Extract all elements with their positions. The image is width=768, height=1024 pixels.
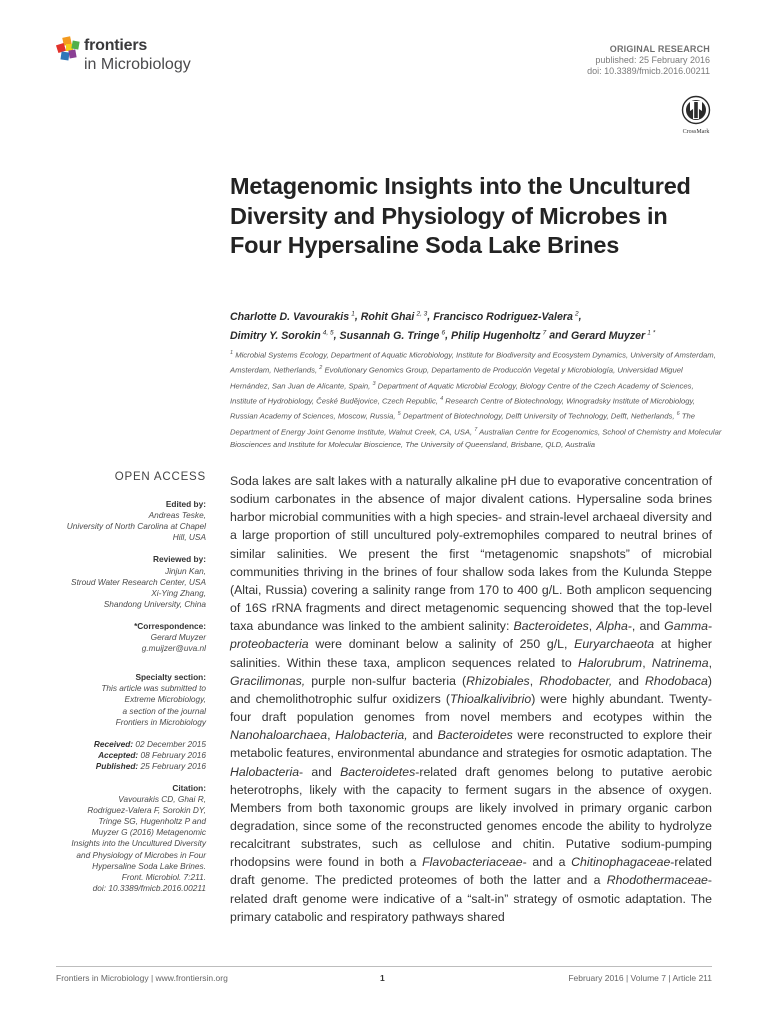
crossmark-badge[interactable] [676,95,716,135]
abstract-run: -related draft genome. The predicted proteomes of both the latter and a [230,855,712,888]
footer-journal[interactable]: Frontiers in Microbiology | www.frontiersin.org [56,973,228,983]
open-access-label: OPEN ACCESS [114,471,206,483]
edited-by-line: Andreas Teske, [148,510,206,521]
author-name: Gerard Muyzer [570,329,646,342]
citation-line: Tringe SG, Hugenholtz P and [98,816,206,827]
published-label: Published: [95,760,139,771]
specialty-label: Specialty section: [135,672,206,683]
author-affiliation-marker: 2 [575,310,579,317]
affiliation-list [230,347,722,452]
abstract-run: -related draft genomes belong to putative aerobic heterotrophs, likely with the capacity to ferment sugars in the absence of oxygen. Members from both taxonomic groups are likely involved in primary organic carbon degradation, since some of the reconstructed genomes encode the ability to hydrolyze recalcitrant substrates, such as cellulose and chitin. Putative sodium-pumping rhodopsins were found in both a [230,764,712,870]
abstract-run: , [588,619,597,634]
affiliation-text: Australian Centre for Ecogenomics, School of Chemistry and Molecular Biosciences and Institute for Molecular Bioscience, The University of Queensland, Brisbane, QLD, Australia [230,427,722,450]
dates-section [56,739,206,772]
abstract-taxon: Rhizobiales [466,673,530,688]
affiliation-number: 7 [474,426,478,433]
abstract-taxon: Gamma-proteobacteria [230,619,712,652]
abstract-run: - and a [522,855,572,870]
abstract-run: , [327,728,336,743]
author-separator: , [578,310,582,323]
journal-name-line1: frontiers [84,37,148,54]
article-doi[interactable]: doi: 10.3389/fmicb.2016.00211 [587,66,710,76]
affiliation-number: 6 [676,411,680,418]
citation-line: Rodriguez-Valera F, Sorokin DY, [87,805,206,816]
footer-volume: February 2016 | Volume 7 | Article 211 [568,973,712,983]
correspondence-section [56,621,206,654]
affiliation-number: 4 [440,396,444,403]
citation-label: Citation: [172,782,206,793]
citation-line: Muyzer G (2016) Metagenomic [91,827,206,838]
abstract-taxon: Nanohaloarchaea [230,728,328,743]
author-affiliation-marker: 1 * [647,329,656,337]
abstract-taxon: Halobacteria [230,764,300,779]
citation-line: Insights into the Uncultured Diversity [71,838,206,849]
reviewed-by-line: Stroud Water Research Center, USA [71,576,206,587]
abstract-taxon: Bacteroidetes [513,619,589,634]
frontiers-logo-icon [56,35,82,61]
abstract-taxon: Natrinema [651,655,709,670]
abstract-run: ) and chemolithotrophic sulfur oxidizers ( [230,673,712,706]
author-name: Charlotte D. Vavourakis [230,310,350,323]
published-value: 25 February 2016 [140,760,206,771]
published-date-sidebar [56,761,206,772]
article-title: Metagenomic Insights into the Uncultured Diversity and Physiology of Microbes in Four Hypersaline Soda Lake Brines [230,173,691,258]
affiliation-text: Microbial Systems Ecology, Department of Aquatic Microbiology, Institute for Biodiversity and Ecosystem Dynamics, University of Amsterdam, Amsterdam, Netherlands, [230,350,716,375]
specialty-section [56,672,206,727]
reviewed-by-section [56,554,206,609]
reviewed-by-line: Jinjun Kan, [164,565,206,576]
citation-line: Vavourakis CD, Ghai R, [118,794,206,805]
abstract-taxon: Chitinophagaceae [571,855,671,870]
article-meta [587,44,710,77]
affiliation-number: 5 [397,411,401,418]
affiliation-text: Evolutionary Genomics Group, Departamento de Producción Vegetal y Microbiología, Universidad Miguel Hernández, San Juan de Alicante, Spain, [230,365,683,391]
specialty-line: Extreme Microbiology, [124,694,206,705]
citation-doi[interactable]: doi: 10.3389/fmicb.2016.00211 [92,882,206,893]
reviewed-by-line: Shandong University, China [103,598,206,609]
edited-by-section [56,499,206,543]
abstract-taxon: Rhodobacter, [539,673,613,688]
author[interactable] [340,330,446,342]
citation-line: and Physiology of Microbes in Four [76,849,206,860]
accepted-value: 08 February 2016 [140,749,206,760]
article-type: ORIGINAL RESEARCH [609,44,710,54]
author[interactable] [361,311,428,323]
abstract-taxon: Halorubrum [577,655,643,670]
abstract-taxon: Flavobacteriaceae [422,855,523,870]
author-name: Francisco Rodriguez-Valera [433,310,573,323]
author[interactable] [571,330,655,342]
abstract-run: Soda lakes are salt lakes with a naturally alkaline pH due to evaporative concentration of sodium carbonates in the absence of major divalent cations. Hypersaline soda brines harbor microbial communities with a high species- and strain-level archaeal diversity and a large proportion of still uncultured poly-extremophiles compared to neutral brines of similar salinities. We present the first “metagenomic snapshots” of microbial communities thriving in the brines of four shallow soda lakes from the Kulunda Steppe (Altai, Russia) covering a salinity range from 170 to 400 g/L. Both amplicon sequencing of 16S rRNA fragments and direct metagenomic sequencing showed that the top-level taxa abundance was linked to the ambient salinity: [230,474,712,634]
edited-by-line: University of North Carolina at Chapel Hill, USA [66,521,206,543]
journal-name-line2: in Microbiology [84,56,191,73]
author-separator: , [333,329,340,342]
journal-logo [56,33,216,81]
abstract-run: and [407,728,438,743]
author-name: Susannah G. Tringe [339,329,440,342]
correspondence-email[interactable]: g.muijzer@uva.nl [141,643,206,654]
abstract-taxon: Thioalkalivibrio [449,691,532,706]
abstract-taxon: Euryarchaeota [574,637,655,652]
affiliation-number: 3 [372,380,376,387]
author-affiliation-marker: 4, 5 [322,329,334,337]
correspondence-name: Gerard Muyzer [150,632,206,643]
citation-line: Front. Microbiol. 7:211. [121,871,206,882]
crossmark-label: CrossMark [682,129,710,135]
abstract-run: at higher salinities. Within these taxa, amplicon sequences related to [230,637,712,670]
abstract-taxon: Rhodothermaceae [606,873,708,888]
citation-line: Hypersaline Soda Lake Brines. [92,860,206,871]
author-affiliation-marker: 2, 3 [416,310,428,317]
abstract-taxon: Rhodobaca [644,673,708,688]
edited-by-label: Edited by: [165,499,206,510]
abstract-taxon: Alpha- [596,619,632,634]
author-list [230,306,730,344]
article-sidebar [56,472,206,905]
abstract-text [230,472,712,926]
affiliation-number: 1 [230,350,234,356]
specialty-line: This article was submitted to [101,683,206,694]
author-separator: , [445,329,452,342]
received-label: Received: [93,738,134,749]
abstract-taxon: Gracilimonas, [230,673,306,688]
page-number: 1 [380,973,385,983]
author[interactable] [230,311,355,323]
abstract-run: -related draft genome were indicative of a “salt-in” strategy of osmotic adaptation. The primary catabolic and respiratory pathways shared [230,873,712,924]
author-separator: and [546,329,571,342]
affiliation-number: 2 [319,365,323,372]
correspondence-label: *Correspondence: [134,620,206,631]
author-affiliation-marker: 6 [441,329,446,337]
abstract-run: - and [299,764,341,779]
accepted-label: Accepted: [98,749,139,760]
author[interactable] [451,330,546,342]
author-name: Rohit Ghai [360,310,415,323]
author-affiliation-marker: 7 [542,329,547,337]
abstract-run: , [708,655,712,670]
author-name: Philip Hugenholtz [451,329,541,342]
specialty-line: Frontiers in Microbiology [115,716,206,727]
abstract-taxon: Halobacteria, [335,728,408,743]
published-date: published: 25 February 2016 [595,55,710,65]
abstract-run: , and [631,619,665,634]
author-separator: , [427,310,434,323]
crossmark-icon [681,95,711,125]
author-affiliation-marker: 1 [351,310,355,317]
author-separator: , [354,310,361,323]
affiliation-text: Department of Biotechnology, Delft University of Technology, Delft, Netherlands, [400,412,677,421]
abstract-run: , [529,673,540,688]
abstract-run: were dominant below a salinity of 250 g/L, [308,637,575,652]
citation-section [56,783,206,894]
received-date [56,739,206,750]
abstract-run: , [642,655,652,670]
footer-divider [56,966,712,967]
abstract-run: purple non-sulfur bacteria ( [305,673,467,688]
reviewed-by-line: Xi-Ying Zhang, [151,587,206,598]
affiliation-text: Department of Aquatic Microbial Ecology, Biology Centre of the Czech Academy of Sciences, Institute of Hydrobiology, České Budějovice, Czech Republic, [230,381,694,406]
accepted-date [56,750,206,761]
author[interactable] [433,311,578,323]
reviewed-by-label: Reviewed by: [152,554,206,565]
affiliation-text: Research Centre of Biotechnology, Winogradsky Institute of Microbiology, Russian Academy of Sciences, Moscow, Russia, [230,396,695,421]
abstract-taxon: Bacteroidetes [340,764,416,779]
abstract-run: were reconstructed to explore their metabolic features, environmental abundance and strategies for osmotic adaptation. The [230,728,712,761]
affiliation-text: The Department of Energy Joint Genome Institute, Walnut Creek, CA, USA, [230,412,696,437]
abstract-run: ) were highly abundant. Twenty-four draft population genomes from novel members and ecotypes within the [230,691,713,725]
specialty-line: a section of the journal [122,705,206,716]
author-name: Dimitry Y. Sorokin [230,329,321,342]
abstract-run: and [612,673,645,688]
received-value: 02 December 2015 [135,738,206,749]
abstract-taxon: Bacteroidetes [437,728,513,743]
author[interactable] [230,330,334,342]
